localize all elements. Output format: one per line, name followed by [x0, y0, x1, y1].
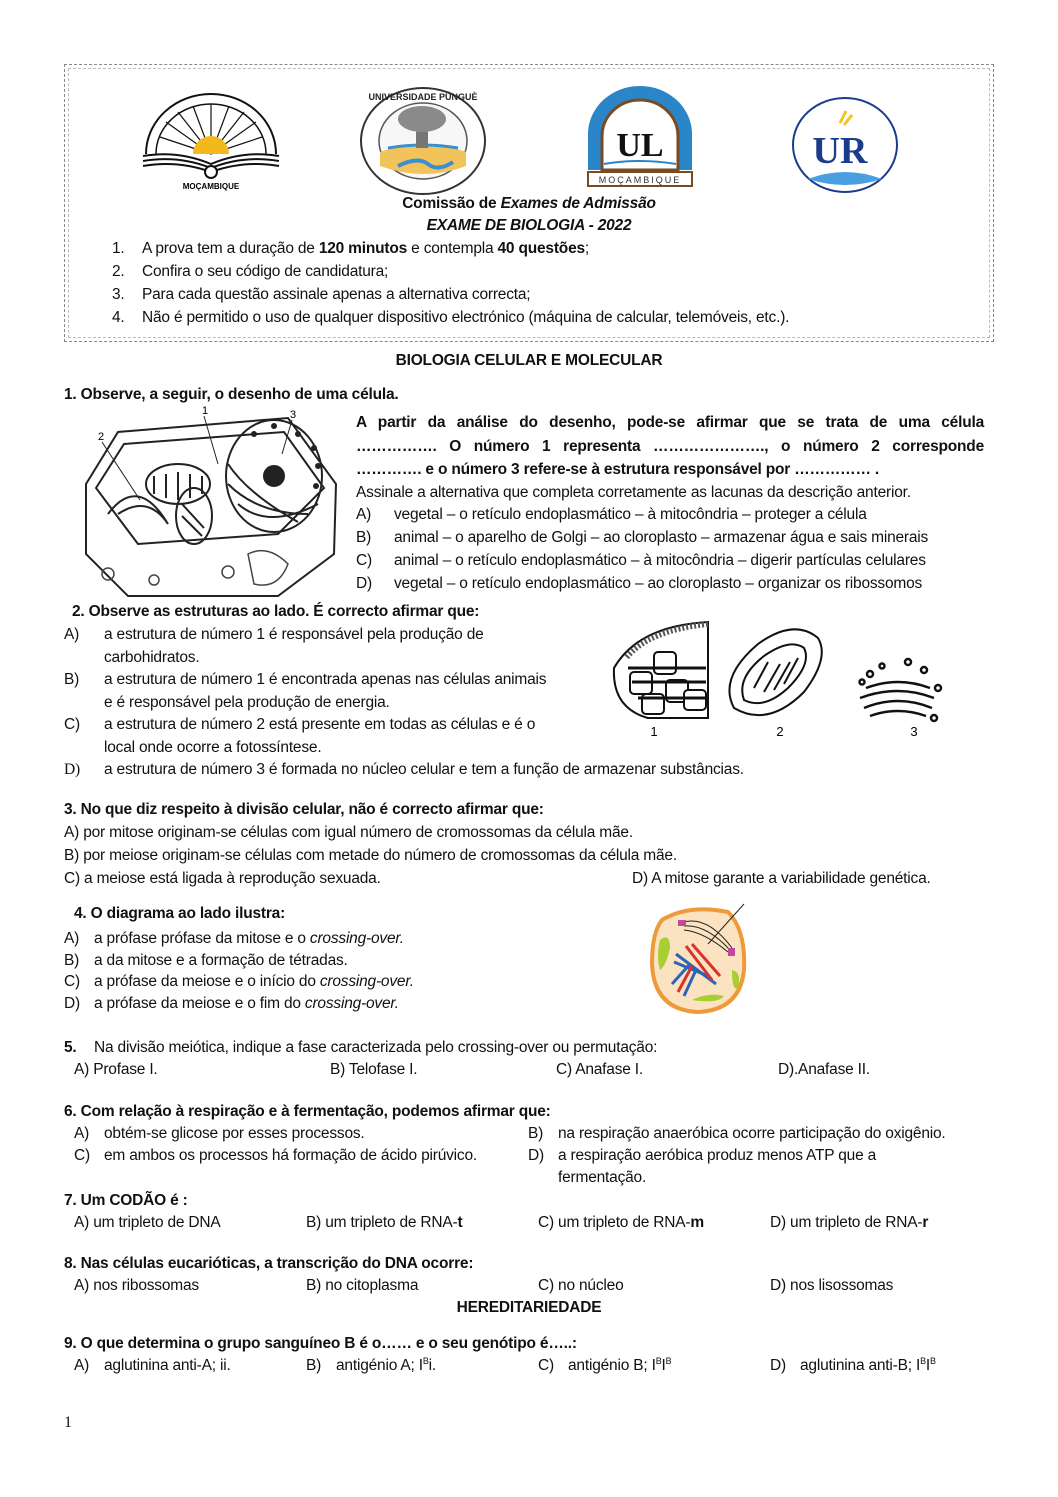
option-tail: i. — [428, 1357, 436, 1374]
option-letter: A) — [64, 626, 80, 643]
option-text: a prófase da meiose e o início do — [94, 973, 320, 990]
logo-universidade-rovuma — [790, 95, 900, 195]
q2-organelles-figure — [608, 618, 943, 740]
q6-b-letter: B) — [528, 1125, 544, 1142]
licungo-subtitle: MOÇAMBIQUE — [598, 175, 682, 185]
option-letter: D) — [356, 575, 372, 592]
instruction-text: ; — [584, 240, 590, 257]
option-text: a estrutura de número 2 está presente em todas as células e é o — [104, 716, 536, 733]
option-text: vegetal – o retículo endoplasmático – ao cloroplasto – organizar os ribossomos — [394, 575, 923, 592]
q1-stem-line-1: A partir da análise do desenho, pode-se afirmar que se trata de uma célula — [356, 414, 984, 431]
q3-option-b: B) por meiose originam-se células com metade do número de cromossomas da célula mãe. — [64, 847, 677, 864]
logo-universidade-pungue — [358, 86, 488, 196]
option-text: C) um tripleto de RNA- — [538, 1214, 691, 1231]
option-tail: I — [925, 1357, 930, 1374]
option-letter: B) — [356, 529, 372, 546]
q3-title: 3. No que diz respeito à divisão celular, não é correcto afirmar que: — [64, 801, 544, 818]
pungue-logo-icon — [358, 86, 488, 196]
q4-option — [64, 971, 414, 993]
option-text: a prófase da meiose e o fim do — [94, 994, 305, 1012]
q4-meiosis-figure — [648, 900, 748, 1016]
q6-c-letter: C) — [74, 1147, 90, 1164]
instruction-number: 4. — [112, 309, 125, 326]
section-title-heredity: HEREDITARIEDADE — [456, 1299, 602, 1316]
q6-a-letter: A) — [74, 1125, 90, 1142]
option-text: a estrutura de número 1 é responsável pela produção de — [104, 626, 484, 643]
q3-option-a: A) por mitose originam-se células com igual número de cromossomas da célula mãe. — [64, 824, 633, 841]
option-text: animal – o retículo endoplasmático – à mitocôndria – digerir partículas celulares — [394, 552, 926, 569]
q1-label-1: 1 — [202, 405, 209, 417]
q5-number: 5. — [64, 1039, 77, 1056]
q1-stem-line-2: ……………. O número 1 representa …………………., o número 2 corresponde — [356, 438, 984, 455]
option-letter: C) — [356, 552, 372, 569]
allele-superscript: B — [930, 1355, 936, 1366]
q3-option-c: C) a meiose está ligada à reprodução sexuada. — [64, 870, 381, 887]
up-logo-subtitle: MOÇAMBIQUE — [182, 182, 240, 191]
q9-option — [770, 1355, 936, 1377]
exam-title: EXAME DE BIOLOGIA - 2022 — [426, 217, 632, 234]
prophase-cell-diagram-icon — [648, 900, 748, 1016]
option-italic: crossing-over. — [319, 973, 414, 990]
commission-italic: Exames de Admissão — [500, 195, 656, 212]
instruction-text: 120 minutos — [318, 240, 408, 257]
option-text: antigénio A; I — [336, 1357, 423, 1374]
option-text: carbohidratos. — [104, 648, 200, 666]
q9-title: 9. O que determina o grupo sanguíneo B é o…… e o seu genótipo é…..: — [64, 1335, 577, 1352]
option-italic: crossing-over. — [309, 930, 404, 947]
allele-superscript: B — [920, 1355, 926, 1366]
instruction-text: Confira o seu código de candidatura; — [142, 263, 389, 280]
animal-cell-diagram-icon — [78, 404, 354, 600]
q6-d-text: a respiração aeróbica produz menos ATP que a — [558, 1147, 877, 1164]
option-text: B) um tripleto de RNA- — [306, 1214, 458, 1231]
option-text: a estrutura de número 1 é encontrada apenas nas células animais — [104, 671, 547, 688]
q6-b-text: na respiração anaeróbica ocorre participação do oxigênio. — [558, 1125, 946, 1142]
option-letter: B) — [64, 951, 80, 969]
organelles-diagram-icon — [608, 618, 943, 740]
instruction-item — [112, 284, 530, 306]
q8-option-a: A) nos ribossomas — [74, 1277, 199, 1294]
q6-a-text: obtém-se glicose por esses processos. — [104, 1125, 365, 1142]
q2-option-continuation — [64, 647, 199, 669]
option-letter: B) — [64, 671, 80, 688]
q2-option — [64, 714, 535, 736]
q9-option — [306, 1355, 436, 1377]
q1-instruction: Assinale a alternativa que completa corretamente as lacunas da descrição anterior. — [356, 484, 911, 501]
q1-option — [356, 573, 922, 595]
q5-option-d: D).Anafase II. — [778, 1061, 870, 1078]
q2-title: 2. Observe as estruturas ao lado. É correcto afirmar que: — [72, 603, 480, 620]
chloroplast-icon — [614, 622, 708, 718]
q6-option-a — [74, 1123, 365, 1145]
q6-c-text: em ambos os processos há formação de ácido pirúvico. — [104, 1147, 477, 1164]
q1-stem-line-3: …………. e o número 3 refere-se à estrutura responsável por …………… . — [356, 461, 879, 478]
rovuma-logo-icon — [790, 95, 900, 195]
q2-option — [64, 759, 744, 781]
option-text: a estrutura de número 3 é formada no núcleo celular e tem a função de armazenar substâncias. — [104, 761, 744, 778]
option-letter: D) — [64, 761, 80, 778]
q6-option-b — [528, 1123, 946, 1145]
instruction-number: 2. — [112, 263, 125, 280]
allele-superscript: B — [422, 1355, 429, 1366]
q1-cell-figure — [78, 404, 354, 600]
page-number: 1 — [64, 1414, 72, 1431]
option-text: aglutinina anti-B; I — [800, 1357, 921, 1374]
q2-label-2: 2 — [776, 724, 784, 739]
q8-option-c: C) no núcleo — [538, 1277, 624, 1294]
golgi-apparatus-icon — [860, 659, 942, 721]
q4-option — [64, 950, 348, 972]
mitochondrion-icon — [729, 629, 821, 715]
instruction-text: A prova tem a duração de — [142, 240, 319, 257]
allele-superscript: B — [665, 1355, 672, 1366]
option-letter: A) — [356, 506, 372, 523]
instruction-number: 3. — [112, 286, 125, 303]
q4-option — [64, 928, 404, 950]
q2-option — [64, 624, 484, 646]
q7-option — [538, 1212, 704, 1234]
licungo-logo-icon — [580, 84, 700, 194]
q2-label-1: 1 — [650, 724, 658, 739]
instruction-item — [112, 261, 388, 283]
up-logo-icon — [138, 92, 284, 192]
q2-option — [64, 669, 546, 691]
q4-title: 4. O diagrama ao lado ilustra: — [74, 905, 286, 922]
option-bold-suffix: r — [922, 1214, 929, 1231]
option-italic: crossing-over. — [304, 994, 399, 1012]
q2-option-continuation — [64, 692, 390, 714]
q8-option-d: D) nos lisossomas — [770, 1277, 894, 1294]
option-letter: D) — [64, 994, 80, 1012]
q5-title — [64, 1037, 657, 1059]
q6-option-c — [74, 1145, 477, 1167]
instruction-text: 40 questões — [497, 240, 585, 257]
svg-text:UNIVERSIDADE PÚNGUÈ: UNIVERSIDADE PÚNGUÈ — [368, 92, 478, 102]
q2-option-continuation — [64, 737, 321, 759]
instruction-item — [112, 307, 789, 329]
instruction-text: e contempla — [407, 240, 498, 257]
option-bold-suffix: m — [690, 1214, 704, 1231]
q9-option — [538, 1355, 671, 1377]
q5-option-b: B) Telofase I. — [330, 1061, 418, 1078]
option-text: vegetal – o retículo endoplasmático – à mitocôndria – proteger a célula — [394, 506, 867, 523]
q6-option-d — [528, 1145, 876, 1167]
q1-title: 1. Observe, a seguir, o desenho de uma célula. — [64, 386, 399, 403]
option-text: A) um tripleto de DNA — [74, 1214, 221, 1231]
option-tail: I — [661, 1357, 666, 1374]
q1-label-3: 3 — [290, 409, 297, 421]
option-letter: C) — [64, 973, 80, 990]
option-letter: C) — [64, 716, 80, 733]
q6-option-d-line2: fermentação. — [558, 1169, 647, 1186]
option-text: antigénio B; I — [568, 1357, 656, 1374]
option-text: a prófase prófase da mitose e o — [94, 930, 310, 947]
q1-option — [356, 527, 928, 549]
option-text: aglutinina anti-A; ii. — [104, 1357, 231, 1374]
logo-universidade-licungo — [580, 84, 700, 194]
section-title-cellular: BIOLOGIA CELULAR E MOLECULAR — [395, 352, 663, 369]
q7-option — [74, 1212, 221, 1234]
option-bold-suffix: t — [457, 1214, 463, 1231]
logo-universidade-pedagogica — [138, 92, 284, 192]
option-text: e é responsável pela produção de energia. — [104, 693, 390, 711]
licungo-initials: UL — [616, 127, 664, 164]
q9-option — [74, 1355, 231, 1377]
q1-option — [356, 550, 926, 572]
q1-option — [356, 504, 867, 526]
q7-title: 7. Um CODÃO é : — [64, 1192, 188, 1209]
q8-title: 8. Nas células eucarióticas, a transcrição do DNA ocorre: — [64, 1255, 474, 1272]
option-text: animal – o aparelho de Golgi – ao cloroplasto – armazenar água e sais minerais — [394, 529, 929, 546]
option-text: D) um tripleto de RNA- — [770, 1214, 923, 1231]
rovuma-initials: UR — [812, 130, 868, 172]
q7-option — [306, 1212, 462, 1234]
option-text: a da mitose e a formação de tétradas. — [94, 951, 348, 969]
option-letter: C) — [538, 1357, 554, 1374]
option-letter: D) — [770, 1357, 786, 1374]
commission-title — [64, 193, 994, 215]
q5-option-a: A) Profase I. — [74, 1061, 158, 1078]
instruction-text: Não é permitido o uso de qualquer dispositivo electrónico (máquina de calcular, telemóveis, etc.). — [142, 309, 790, 326]
q5-option-c: C) Anafase I. — [556, 1061, 644, 1078]
option-letter: A) — [64, 930, 80, 947]
option-letter: B) — [306, 1357, 322, 1374]
q3-option-d: D) A mitose garante a variabilidade genética. — [632, 870, 931, 887]
q4-option — [64, 993, 399, 1015]
q2-label-3: 3 — [910, 724, 918, 739]
option-text: local onde ocorre a fotossíntese. — [104, 738, 322, 756]
instruction-item — [112, 238, 589, 260]
commission-prefix: Comissão de — [402, 195, 501, 212]
allele-superscript: B — [655, 1355, 662, 1366]
option-letter: A) — [74, 1357, 90, 1374]
q6-d-letter: D) — [528, 1147, 544, 1164]
instruction-text: Para cada questão assinale apenas a alternativa correcta; — [142, 286, 531, 303]
q7-option — [770, 1212, 928, 1234]
q6-title: 6. Com relação à respiração e à fermentação, podemos afirmar que: — [64, 1103, 551, 1120]
q5-text: Na divisão meiótica, indique a fase caracterizada pelo crossing-over ou permutação: — [94, 1039, 658, 1056]
q8-option-b: B) no citoplasma — [306, 1277, 419, 1294]
q1-label-2: 2 — [98, 431, 105, 443]
instruction-number: 1. — [112, 240, 125, 257]
